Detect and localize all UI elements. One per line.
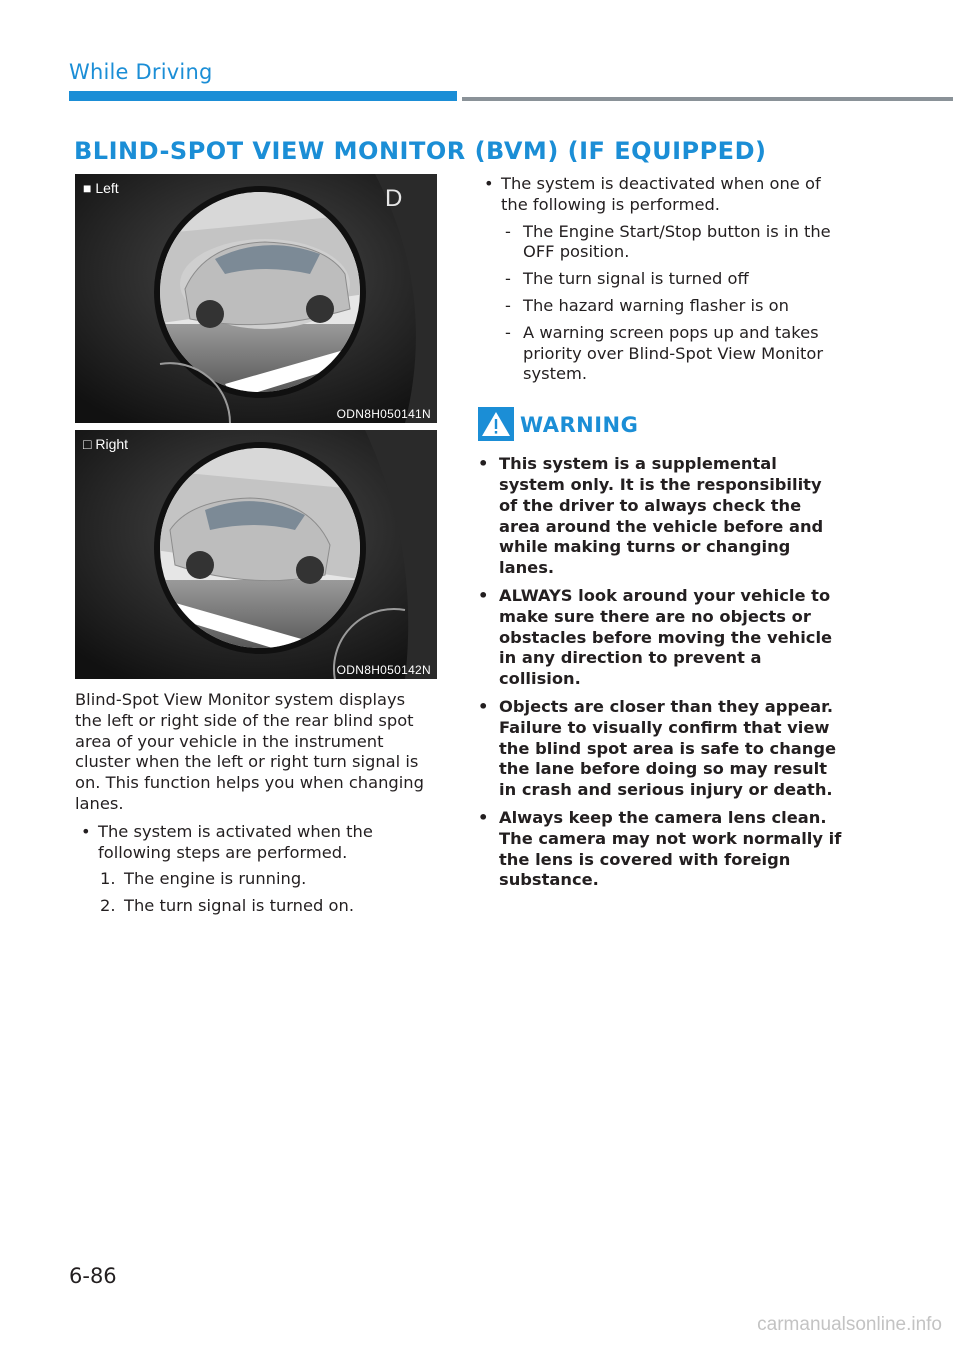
figure-label: □ Right <box>83 436 129 452</box>
activation-bullet: • The system is activated when the following steps are performed. <box>75 822 437 864</box>
gear-indicator: D <box>385 185 403 212</box>
figure-code: ODN8H050142N <box>336 663 431 677</box>
figure-code: ODN8H050141N <box>336 407 431 421</box>
page-number: 6-86 <box>69 1264 117 1288</box>
step-item <box>75 869 437 890</box>
warning-item: • ALWAYS look around your vehicle to make sure there are no objects or obstacles before moving the vehicle in any direction to prevent a collision. <box>478 586 843 690</box>
condition-item: - The hazard warning flasher is on <box>478 296 843 317</box>
header-rule-gray <box>462 97 953 101</box>
watermark: carmanualsonline.info <box>757 1314 942 1335</box>
figure-right-view <box>75 430 437 679</box>
cluster-right-illustration <box>75 430 437 679</box>
intro-paragraph: Blind-Spot View Monitor system displays the left or right side of the rear blind spot area of your vehicle in the instrument cluster when the left or right turn signal is on. This function helps you when changing lanes. <box>75 690 424 813</box>
condition-item: - The Engine Start/Stop button is in the OFF position. <box>478 222 843 264</box>
header-rule-blue <box>69 91 457 101</box>
condition-item: - A warning screen pops up and takes priority over Blind-Spot View Monitor system. <box>478 323 843 385</box>
cluster-left-illustration <box>75 174 437 423</box>
step-text: The turn signal is turned on. <box>124 896 354 916</box>
section-title: BLIND-SPOT VIEW MONITOR (BVM) (IF EQUIPPED) <box>74 137 767 165</box>
left-column <box>75 690 437 917</box>
running-header: While Driving <box>69 60 213 84</box>
step-number: 2. <box>100 896 116 916</box>
right-column <box>478 174 843 891</box>
step-item <box>75 896 437 917</box>
warning-item: • Objects are closer than they appear. Failure to visually confirm that view the blind spot area is safe to change the lane before doing so may result in crash and serious injury or death. <box>478 697 843 801</box>
warning-title: WARNING <box>520 413 639 438</box>
figure-left-view <box>75 174 437 423</box>
warning-heading <box>478 407 843 447</box>
warning-triangle-icon <box>478 407 514 441</box>
deactivation-bullet: • The system is deactivated when one of the following is performed. <box>478 174 843 216</box>
step-text: The engine is running. <box>124 869 307 889</box>
warning-item: • This system is a supplemental system only. It is the responsibility of the driver to always check the area around the vehicle before and while making turns or changing lanes. <box>478 454 843 579</box>
warning-item: • Always keep the camera lens clean. The camera may not work normally if the lens is covered with foreign substance. <box>478 808 843 891</box>
step-number: 1. <box>100 869 116 889</box>
condition-item: - The turn signal is turned off <box>478 269 843 290</box>
figure-label: ■ Left <box>83 180 119 196</box>
